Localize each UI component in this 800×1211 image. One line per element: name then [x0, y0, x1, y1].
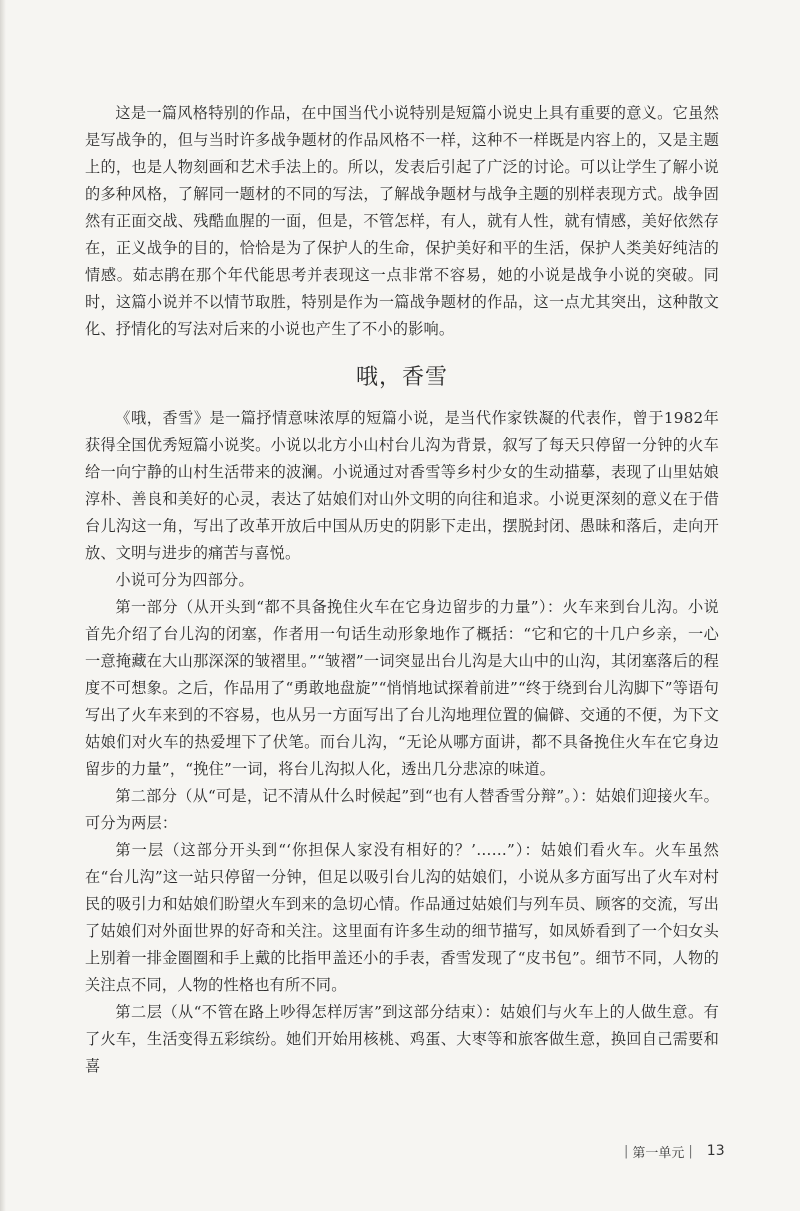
paragraph-part-two: 第二部分（从“可是，记不清从什么时候起”到“也有人替香雪分辩”。）：姑娘们迎接火车。可分为两层： [85, 787, 719, 832]
paragraph-layer-one: 第一层（这部分开头到“‘你担保人家没有相好的？’……”）：姑娘们看火车。火车虽然在“台儿沟”这一站只停留一分钟，但足以吸引台儿沟的姑娘们，小说从多方面写出了火车对村民的吸引力和姑娘们盼望火车到来的急切心情。作品通过姑娘们与列车员、顾客的交流，写出了姑娘们对外面世界的好奇和关注。这里面有许多生动的细节描写，如凤娇看到了一个妇女头上别着一排金圈圈和手上戴的比指甲盖还小的手表，香雪发现了“皮书包”。细节不同，人物的关注点不同，人物的性格也有所不同。 [85, 841, 719, 994]
footer-divider-right: | [688, 1143, 693, 1159]
paragraph-part-one: 第一部分（从开头到“都不具备挽住火车在它身边留步的力量”）：火车来到台儿沟。小说首先介绍了台儿沟的闭塞，作者用一句话生动形象地作了概括：“它和它的十几户乡亲，一心一意掩藏在大山那深深的皱褶里。”“皱褶”一词突显出台儿沟是大山中的山沟，其闭塞落后的程度不可想象。之后，作品用了“勇敢地盘旋”“悄悄地试探着前进”“终于绕到台儿沟脚下”等语句写出了火车来到的不容易，也从另一方面写出了台儿沟地理位置的偏僻、交通的不便，为下文姑娘们对火车的热爱埋下了伏笔。而台儿沟，“无论从哪方面讲，都不具备挽住火车在它身边留步的力量”，“挽住”一词，将台儿沟拟人化，透出几分悲凉的味道。 [85, 598, 719, 778]
page-footer [620, 1140, 730, 1162]
footer-divider-left: | [624, 1143, 629, 1159]
unit-label: 第一单元 [632, 1145, 685, 1161]
section-title: 哦，香雪 [355, 365, 448, 390]
scan-shadow [0, 0, 6, 1211]
paragraph-structure: 小说可分为四部分。 [115, 571, 254, 589]
page-number: 13 [706, 1143, 725, 1159]
paragraph-layer-two: 第二层（从“不管在路上吵得怎样厉害”到这部分结束）：姑娘们与火车上的人做生意。有了火车，生活变得五彩缤纷。她们开始用核桃、鸡蛋、大枣等和旅客做生意，换回自己需要和喜 [85, 1003, 719, 1075]
paragraph-summary: 《哦，香雪》是一篇抒情意味浓厚的短篇小说，是当代作家铁凝的代表作，曾于1982年获得全国优秀短篇小说奖。小说以北方小山村台儿沟为背景，叙写了每天只停留一分钟的火车给一向宁静的山村生活带来的波澜。小说通过对香雪等乡村少女的生动描摹，表现了山里姑娘淳朴、善良和美好的心灵，表达了姑娘们对山外文明的向往和追求。小说更深刻的意义在于借台儿沟这一角，写出了改革开放后中国从历史的阴影下走出，摆脱封闭、愚昧和落后，走向开放、文明与进步的痛苦与喜悦。 [85, 409, 719, 562]
page-content [85, 100, 719, 1080]
intro-paragraph: 这是一篇风格特别的作品，在中国当代小说特别是短篇小说史上具有重要的意义。它虽然是写战争的，但与当时许多战争题材的作品风格不一样，这种不一样既是内容上的，又是主题上的，也是人物刻画和艺术手法上的。所以，发表后引起了广泛的讨论。可以让学生了解小说的多种风格，了解同一题材的不同的写法，了解战争题材与战争主题的别样表现方式。战争固然有正面交战、残酷血腥的一面，但是，不管怎样，有人，就有人性，就有情感，美好依然存在，正义战争的目的，恰恰是为了保护人的生命，保护美好和平的生活，保护人类美好纯洁的情感。茹志鹃在那个年代能思考并表现这一点非常不容易，她的小说是战争小说的突破。同时，这篇小说并不以情节取胜，特别是作为一篇战争题材的作品，这一点尤其突出，这种散文化、抒情化的写法对后来的小说也产生了不小的影响。 [85, 104, 719, 338]
